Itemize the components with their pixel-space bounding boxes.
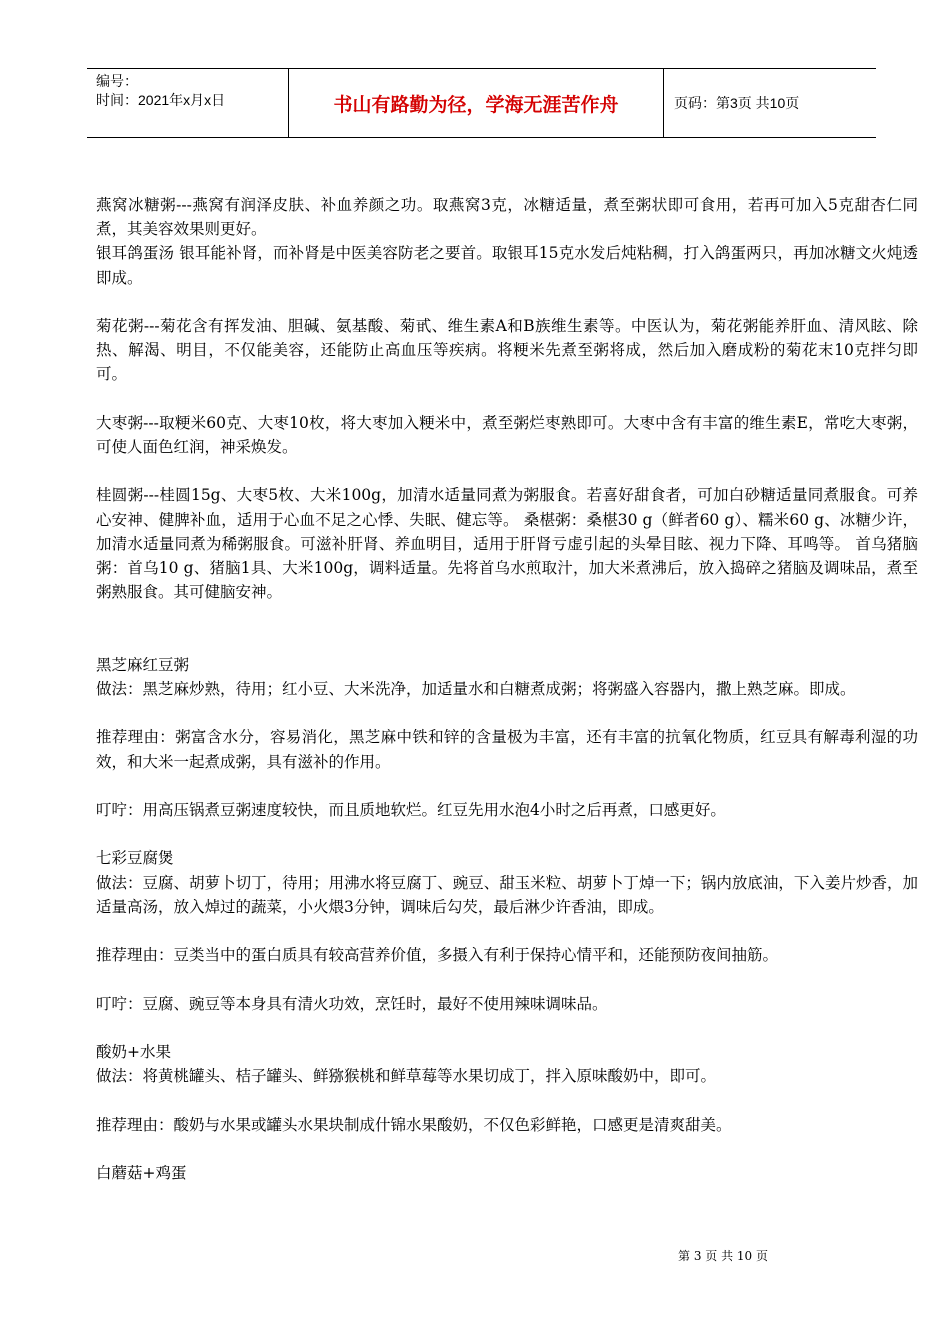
paragraph: 桂圆粥---桂圆15g、大枣5枚、大米100g，加清水适量同煮为粥服食。若喜好甜食者，可加白砂糖适量同煮服食。可养心安神、健脾补血，适用于心血不足之心悸、失眠、健忘等。 桑椹粥：桑椹30 g（鲜者60 g）、糯米60 g、冰糖少许，加清水适量同煮为稀粥服食。可滋补肝肾、养血明目，适用于肝肾亏虚引起的头晕目眩、视力下降、耳鸣等。 首乌猪脑粥：首乌10 g、猪脑1具、大米100g，调料适量。先将首乌水煎取汁，加大米煮沸后，放入捣碎之猪脑及调味品，煮至粥熟服食。其可健脑安神。: [96, 486, 918, 602]
header-table: [87, 68, 876, 138]
paragraph: 大枣粥---取粳米60克、大枣10枚，将大枣加入粳米中，煮至粥烂枣熟即可。大枣中含有丰富的维生素E，常吃大枣粥，可使人面色红润，神采焕发。: [96, 413, 918, 456]
paragraph: 叮咛：用高压锅煮豆粥速度较快，而且质地软烂。红豆先用水泡4小时之后再煮，口感更好。: [96, 800, 726, 819]
paragraph: 燕窝冰糖粥---燕窝有润泽皮肤、补血养颜之功。取燕窝3克，冰糖适量，煮至粥状即可食用，若再可加入5克甜杏仁同煮，其美容效果则更好。: [96, 196, 918, 239]
motto: 书山有路勤为径，学海无涯苦作舟: [288, 69, 664, 137]
paragraph: 叮咛：豆腐、豌豆等本身具有清火功效，烹饪时，最好不使用辣味调味品。: [96, 994, 608, 1013]
paragraph: 推荐理由：豆类当中的蛋白质具有较高营养价值，多摄入有利于保持心情平和，还能预防夜间抽筋。: [96, 946, 779, 965]
paragraph: 做法：豆腐、胡萝卜切丁，待用；用沸水将豆腐丁、豌豆、甜玉米粒、胡萝卜丁焯一下；锅内放底油，下入姜片炒香，加适量高汤，放入焯过的蔬菜，小火煨3分钟，调味后勾芡，最后淋少许香油，即成。: [96, 873, 918, 916]
page-label: 页码：第3页 共10页: [674, 95, 800, 111]
section-title: 白蘑菇+鸡蛋: [96, 1163, 187, 1182]
document-body: [96, 193, 918, 1185]
number-label: 编号：: [96, 73, 138, 89]
paragraph: 推荐理由：酸奶与水果或罐头水果块制成什锦水果酸奶，不仅色彩鲜艳，口感更是清爽甜美。: [96, 1115, 732, 1134]
paragraph: 做法：黑芝麻炒熟，待用；红小豆、大米洗净，加适量水和白糖煮成粥；将粥盛入容器内，撒上熟芝麻。即成。: [96, 679, 856, 698]
paragraph: 菊花粥---菊花含有挥发油、胆碱、氨基酸、菊甙、维生素A和B族维生素等。中医认为，菊花粥能养肝血、清风眩、除热、解渴、明目，不仅能美容，还能防止高血压等疾病。将粳米先煮至粥将成，然后加入磨成粉的菊花末10克拌匀即可。: [96, 317, 918, 384]
time-label: 时间：2021年x月x日: [96, 92, 226, 108]
section-title: 酸奶+水果: [96, 1042, 171, 1061]
section-title: 七彩豆腐煲: [96, 849, 174, 868]
page-footer: 第 3 页 共 10 页: [678, 1249, 768, 1263]
paragraph: 银耳鸽蛋汤 银耳能补肾，而补肾是中医美容防老之要首。取银耳15克水发后炖粘稠，打入鸽蛋两只，再加冰糖文火炖透即成。: [96, 244, 918, 287]
section-title: 黑芝麻红豆粥: [96, 655, 190, 674]
paragraph: 做法：将黄桃罐头、桔子罐头、鲜猕猴桃和鲜草莓等水果切成丁，拌入原味酸奶中，即可。: [96, 1067, 717, 1086]
header-left-cell: [87, 69, 288, 137]
paragraph: 推荐理由：粥富含水分，容易消化，黑芝麻中铁和锌的含量极为丰富，还有丰富的抗氧化物质，红豆具有解毒利湿的功效，和大米一起煮成粥，具有滋补的作用。: [96, 728, 918, 771]
